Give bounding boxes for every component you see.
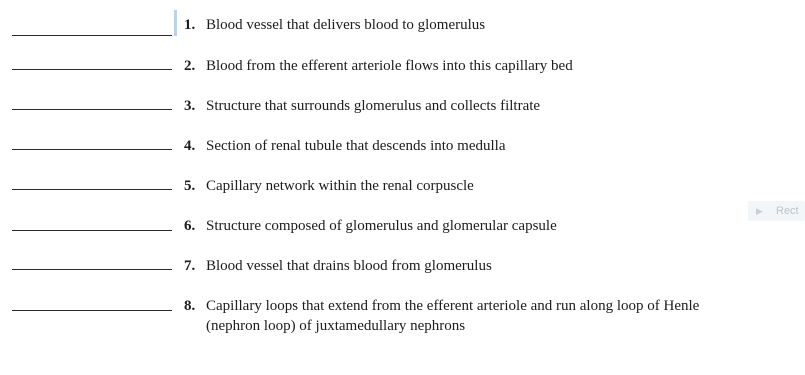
play-icon: ▶: [756, 206, 763, 216]
question-text-1: Blood vessel that delivers blood to glomerulus: [206, 17, 486, 33]
answer-blank-2[interactable]: [12, 69, 172, 70]
answer-blank-1[interactable]: [12, 35, 172, 36]
side-tag-label: Rect: [776, 205, 799, 217]
question-number-7: 7.: [184, 258, 196, 274]
answer-blank-3[interactable]: [12, 109, 172, 110]
question-text-7: Blood vessel that drains blood from glomerulus: [206, 258, 492, 274]
question-text-6: Structure composed of glomerulus and glomerular capsule: [206, 218, 557, 234]
text-cursor-indicator: [174, 10, 177, 36]
answer-blank-7[interactable]: [12, 269, 172, 270]
question-text-2: Blood from the efferent arteriole flows into this capillary bed: [206, 58, 573, 74]
question-text-3: Structure that surrounds glomerulus and collects filtrate: [206, 98, 541, 114]
answer-blank-5[interactable]: [12, 189, 172, 190]
side-rect-tag[interactable]: [748, 201, 805, 221]
question-text-8: Capillary loops that extend from the efferent arteriole and run along loop of Henle (nephron loop) of juxtamedullary nephrons: [206, 298, 700, 334]
question-text-4: Section of renal tubule that descends into medulla: [206, 138, 506, 154]
answer-blank-8[interactable]: [12, 310, 172, 311]
answer-blank-4[interactable]: [12, 149, 172, 150]
question-number-2: 2.: [184, 58, 196, 74]
question-text-5: Capillary network within the renal corpuscle: [206, 178, 474, 194]
answer-blank-6[interactable]: [12, 230, 172, 231]
question-number-4: 4.: [184, 138, 196, 154]
question-number-1: 1.: [184, 17, 196, 33]
question-number-8: 8.: [184, 298, 196, 314]
question-number-6: 6.: [184, 218, 196, 234]
question-number-3: 3.: [184, 98, 196, 114]
question-number-5: 5.: [184, 178, 196, 194]
